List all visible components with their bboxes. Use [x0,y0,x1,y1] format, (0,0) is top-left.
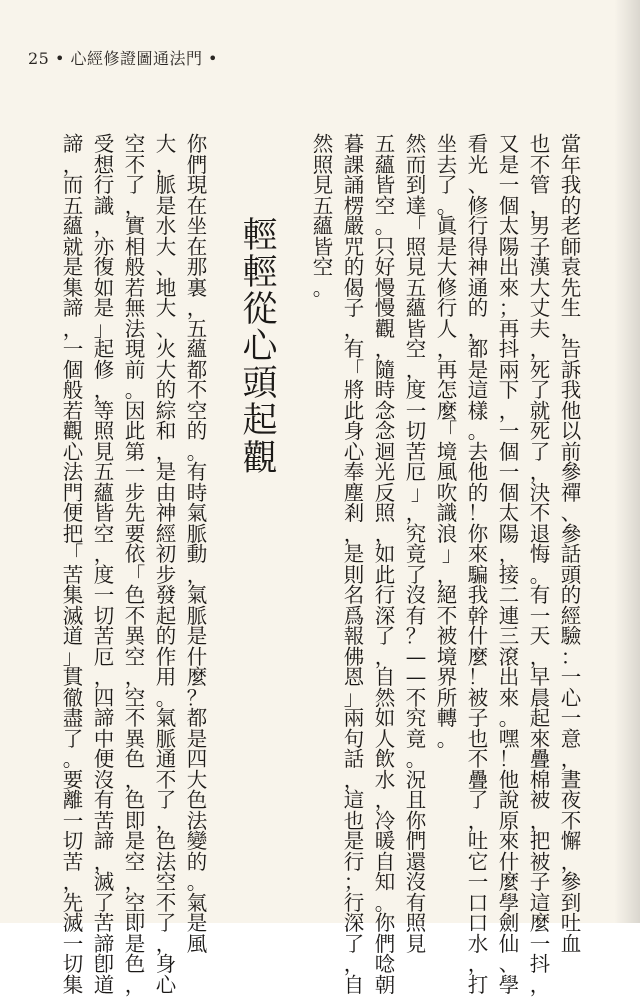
text-column: 受想行識，亦復如是」起修，等照見五蘊皆空，度一切苦厄，四諦中便沒有苦諦，滅了苦諦卽道 [93,132,115,997]
section-title: 輕輕從心頭起觀 [242,216,278,479]
page-edge-shadow [614,0,640,923]
text-column: 大，脈是水大、地大、火大的綜和，是由神經初步發起的作用。氣脈通不了，色法空不了，身心 [155,132,177,997]
text-column: 又是一個太陽出來；再抖兩下，一個一個太陽，接二連三滾出來。嘿！他說原來什麼學劍仙、學 [498,132,520,997]
text-column: 然照見五蘊皆空。 [312,132,334,300]
text-column: 空不了，實相般若無法現前。因此第一步先要依「色不異空，空不異色，色即是空，空即是色， [124,132,146,997]
text-column: 然而到達「照見五蘊皆空，度一切苦厄」，究竟了沒有？——不究竟。況且你們還沒有照見 [405,132,427,956]
text-column: 五蘊皆空。只好慢慢觀，隨時念念迴光反照，如此行深了，自然如人飲水，冷暖自知。你們唸朝 [374,132,396,997]
text-column: 諦，而五蘊就是集諦，一個般若觀心法門便把「苦集滅道」貫徹盡了。要離一切苦，先滅一切集 [62,132,84,997]
text-column: 暮課誦楞嚴咒的偈子，有「將此身心奉塵剎，是則名爲報佛恩」兩句話，這也是行；行深了，自 [343,132,365,997]
text-column: 看光、修行得神通的，都是這樣。去他的！你來騙我幹什麼！被子也不疊了，吐它一口口水，打 [467,132,489,997]
text-column: 你們現在坐在那裏，五蘊都不空的。有時氣脈動，氣脈是什麼？都是四大色法變的。氣是風 [186,132,208,956]
text-column: 坐去了。眞是大修行人，再怎麼「境風吹識浪」，絕不被境界所轉。 [436,132,458,751]
text-column: 當年我的老師袁先生，告訴我他以前參禪、參話頭的經驗：一心一意，晝夜不懈，參到吐血 [560,132,582,956]
text-column: 也不管，男子漢大丈夫，死了就死了，決不退悔。有一天，早晨起來疊棉被，把被子這麼一抖， [529,132,551,997]
page-header: 25 • 心經修證圖通法門 • [28,49,218,68]
